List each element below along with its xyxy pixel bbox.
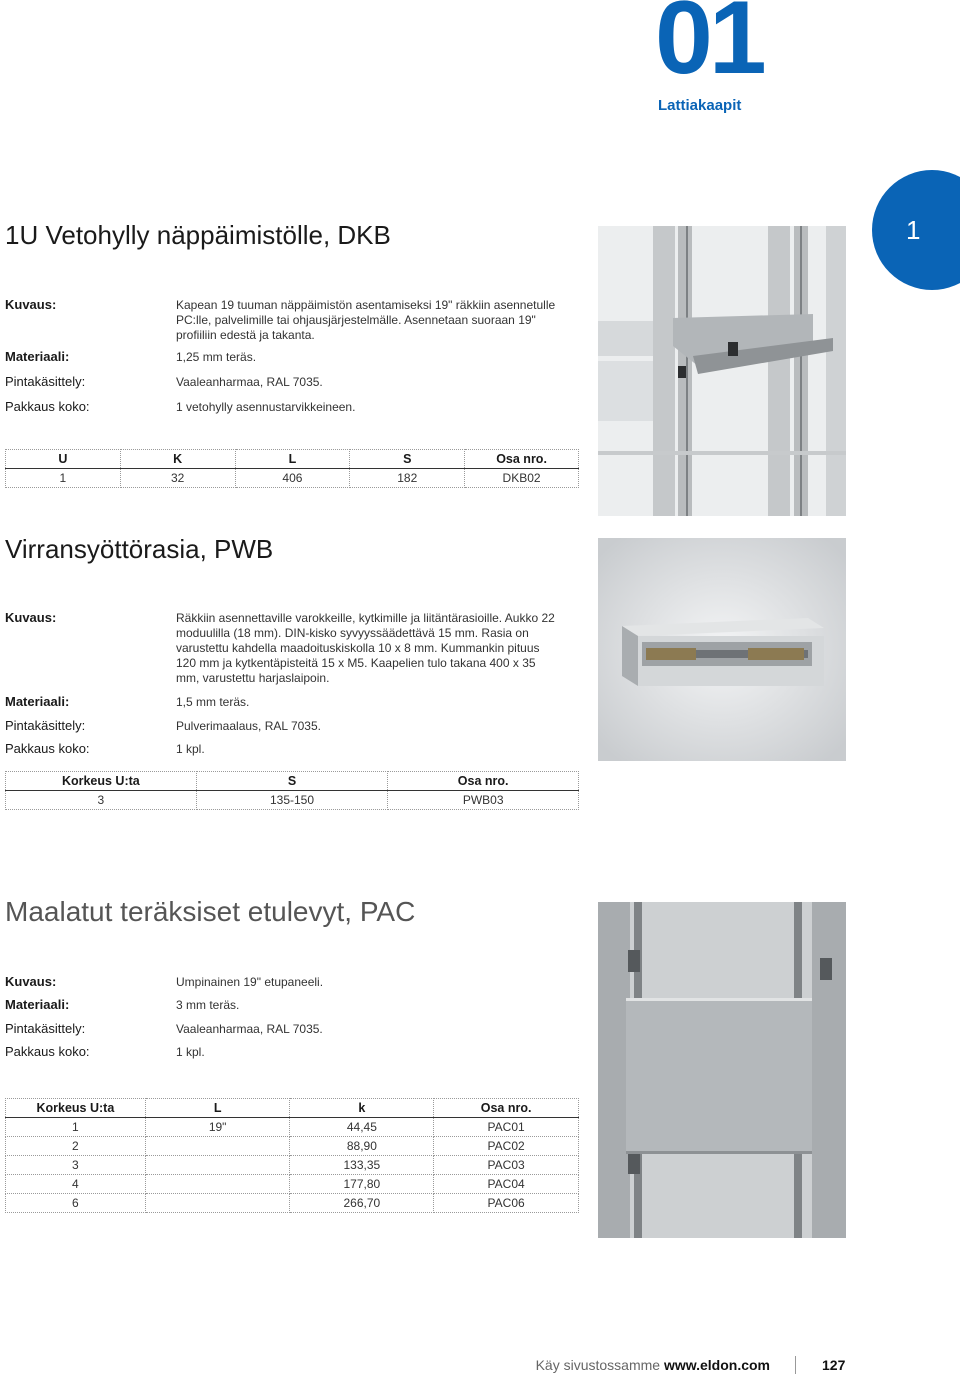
table-cell: 4: [6, 1175, 146, 1194]
label-pakkaus: Pakkaus koko:: [5, 399, 90, 414]
table-cell: PAC02: [434, 1137, 579, 1156]
table-cell: [145, 1194, 290, 1213]
table-cell: 3: [6, 791, 197, 810]
value-pakkaus: 1 kpl.: [176, 1045, 205, 1059]
label-pakkaus: Pakkaus koko:: [5, 1044, 90, 1059]
label-kuvaus: Kuvaus:: [5, 297, 57, 312]
table-header: L: [145, 1099, 290, 1118]
table-cell: 182: [350, 469, 465, 488]
chapter-title: Lattiakaapit: [658, 97, 742, 114]
product-photo-dkb: [598, 226, 846, 516]
table-cell: 406: [235, 469, 350, 488]
value-pintakasittely: Pulverimaalaus, RAL 7035.: [176, 719, 321, 733]
value-kuvaus: Räkkiin asennettaville varokkeille, kytkimille ja liitäntärasioille. Aukko 22 moduulilla (18 mm). DIN-kisko syvyyssäädettävä 15 mm. Rasia on varustettu kahdella maadoituskiskolla 10 x 8 mm. Kummankin pituus 120 mm ja kytkentäpisteitä 15 x M5. Kaapelien tulo takana 400 x 35 mm, varustettu harjaslaipoin.: [176, 611, 555, 685]
label-pintakasittely: Pintakäsittely:: [5, 718, 86, 733]
value-kuvaus: Umpinainen 19" etupaneeli.: [176, 975, 324, 989]
table-header: L: [235, 450, 350, 469]
table-header: S: [196, 772, 388, 791]
table-header: Osa nro.: [465, 450, 579, 469]
table-cell: PAC03: [434, 1156, 579, 1175]
table-cell: 2: [6, 1137, 146, 1156]
table-cell: 32: [120, 469, 235, 488]
table-cell: [145, 1156, 290, 1175]
page-number: 127: [822, 1357, 846, 1373]
table-header-row: [6, 772, 579, 791]
label-pintakasittely: Pintakäsittely:: [5, 374, 86, 389]
section-title-pwb: Virransyöttörasia, PWB: [5, 534, 274, 564]
value-materiaali: 3 mm teräs.: [176, 998, 240, 1012]
table-header: U: [6, 450, 121, 469]
table-header: Osa nro.: [388, 772, 579, 791]
table-cell: 19": [145, 1118, 290, 1137]
label-materiaali: Materiaali:: [5, 349, 70, 364]
table-row: [6, 469, 579, 488]
label-materiaali: Materiaali:: [5, 694, 70, 709]
value-kuvaus: Kapean 19 tuuman näppäimistön asentamiseksi 19" räkkiin asennetulle PC:lle, palvelimille tai ohjausjärjestelmälle. Asennetaan suoraan 19" profiiliin edestä ja takanta.: [176, 298, 556, 342]
product-photo-pwb: [598, 538, 846, 761]
table-header-row: [6, 450, 579, 469]
chapter-number: 01: [655, 0, 763, 96]
value-materiaali: 1,5 mm teräs.: [176, 695, 250, 709]
label-kuvaus: Kuvaus:: [5, 974, 57, 989]
table-cell: 1: [6, 469, 121, 488]
footer-visit-text: [536, 1357, 770, 1373]
table-cell: 44,45: [290, 1118, 434, 1137]
footer-label: Käy sivustossamme: [535, 1357, 661, 1373]
table-cell: 1: [6, 1118, 146, 1137]
table-row: [6, 791, 579, 810]
table-cell: PAC06: [434, 1194, 579, 1213]
section-title-dkb: 1U Vetohylly näppäimistölle, DKB: [5, 220, 391, 250]
label-pintakasittely: Pintakäsittely:: [5, 1021, 86, 1036]
table-header: Osa nro.: [434, 1099, 579, 1118]
table-cell: PWB03: [388, 791, 579, 810]
spec-table-dkb: [5, 449, 579, 488]
table-cell: [145, 1137, 290, 1156]
table-header: S: [350, 450, 465, 469]
table-header: Korkeus U:ta: [6, 1099, 146, 1118]
table-cell: 266,70: [290, 1194, 434, 1213]
table-header: K: [120, 450, 235, 469]
label-materiaali: Materiaali:: [5, 997, 70, 1012]
table-cell: 3: [6, 1156, 146, 1175]
chapter-tab-number: 1: [906, 215, 921, 245]
label-kuvaus: Kuvaus:: [5, 610, 57, 625]
footer-divider: [795, 1356, 796, 1374]
table-row: [6, 1118, 579, 1137]
table-cell: 177,80: [290, 1175, 434, 1194]
value-materiaali: 1,25 mm teräs.: [176, 350, 257, 364]
value-pintakasittely: Vaaleanharmaa, RAL 7035.: [176, 1022, 323, 1036]
table-cell: 6: [6, 1194, 146, 1213]
footer-website-link[interactable]: www.eldon.com: [663, 1357, 770, 1373]
table-cell: PAC04: [434, 1175, 579, 1194]
table-cell: DKB02: [465, 469, 579, 488]
table-row: [6, 1194, 579, 1213]
table-cell: 88,90: [290, 1137, 434, 1156]
value-pakkaus: 1 vetohylly asennustarvikkeineen.: [176, 400, 356, 414]
value-pintakasittely: Vaaleanharmaa, RAL 7035.: [176, 375, 323, 389]
value-pakkaus: 1 kpl.: [176, 742, 205, 756]
table-row: [6, 1175, 579, 1194]
table-header: Korkeus U:ta: [6, 772, 197, 791]
table-cell: PAC01: [434, 1118, 579, 1137]
spec-table-pwb: [5, 771, 579, 810]
section-title-pac: Maalatut teräksiset etulevyt, PAC: [5, 896, 416, 927]
table-header: k: [290, 1099, 434, 1118]
table-header-row: [6, 1099, 579, 1118]
table-row: [6, 1156, 579, 1175]
table-cell: [145, 1175, 290, 1194]
table-cell: 133,35: [290, 1156, 434, 1175]
table-row: [6, 1137, 579, 1156]
label-pakkaus: Pakkaus koko:: [5, 741, 90, 756]
spec-table-pac: [5, 1098, 579, 1213]
product-photo-pac: [598, 902, 846, 1238]
table-cell: 135-150: [196, 791, 388, 810]
